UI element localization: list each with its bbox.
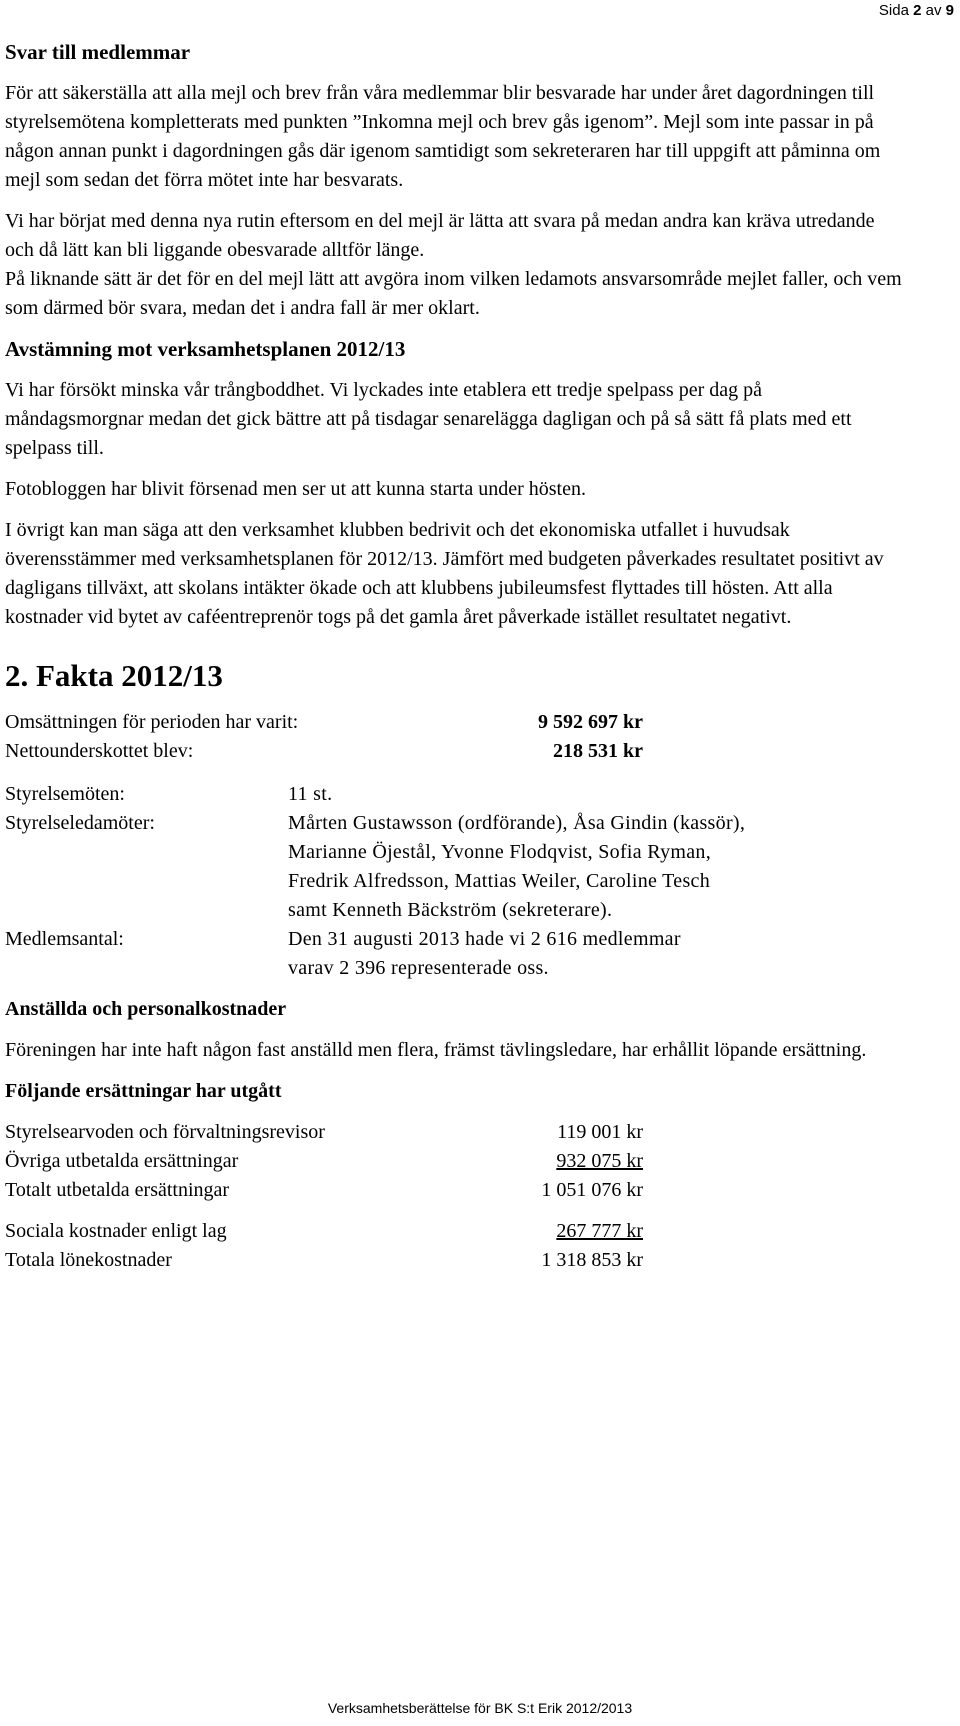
paragraph: På liknande sätt är det för en del mejl lätt att avgöra inom vilken ledamots ansvarsområde mejlet faller, och vem som därmed bör svara, medan det i andra fall är mer oklart.: [5, 268, 902, 319]
paragraph: För att säkerställa att alla mejl och brev från våra medlemmar blir besvarade har under året dagordningen till styrelsemötena kompletterats med punkten ”Inkomna mejl och brev gås igenom”. Mejl som inte passar in på någon annan punkt i dagordningen gås där igenom samtidigt som sekreteraren har till uppgift att påminna om mejl som sedan det förra mötet inte har besvarats.: [5, 82, 881, 191]
document-body: [5, 38, 905, 1275]
page-footer: Verksamhetsberättelse för BK S:t Erik 2012/2013: [327, 1700, 633, 1716]
section-heading-anstallda: Anställda och personalkostnader: [5, 998, 287, 1020]
amount-row-total: Totalt utbetalda ersättningar 1 051 076 kr: [5, 1179, 643, 1201]
section-heading-avstamning: Avstämning mot verksamhetsplanen 2012/13: [5, 337, 406, 361]
fact-row-medlemsantal: Medlemsantal: Den 31 augusti 2013 hade vi 2 616 medlemmar varav 2 396 representerade oss.: [5, 928, 681, 979]
fact-row-styrelsemoten: Styrelsemöten: 11 st.: [5, 783, 333, 805]
section-heading-ersattningar: Följande ersättningar har utgått: [5, 1080, 282, 1102]
paragraph: Vi har börjat med denna nya rutin eftersom en del mejl är lätta att svara på medan andra kan kräva utredande och då lätt kan bli liggande obesvarade alltför länge.: [5, 210, 875, 261]
paragraph: Fotobloggen har blivit försenad men ser ut att kunna starta under hösten.: [5, 478, 586, 500]
amount-row: Styrelsearvoden och förvaltningsrevisor 119 001 kr: [5, 1121, 643, 1143]
paragraph: I övrigt kan man säga att den verksamhet klubben bedrivit och det ekonomiska utfallet i huvudsak överensstämmer med verksamhetsplanen för 2012/13. Jämfört med budgeten påverkades resultatet positivt av dagligans tillväxt, att skolans intäkter ökade och att klubbens jubileumsfest flyttades till hösten. Att alla kostnader vid bytet av caféentreprenör togs på det gamla året påverkade istället resultatet negativt.: [5, 519, 884, 628]
paragraph: Föreningen har inte haft någon fast anställd men flera, främst tävlingsledare, har erhållit löpande ersättning.: [5, 1039, 867, 1061]
section-heading-svar: Svar till medlemmar: [5, 40, 191, 64]
amount-row-total: Totala lönekostnader 1 318 853 kr: [5, 1249, 643, 1271]
fact-row-omsattning: Omsättningen för perioden har varit: 9 592 697 kr: [5, 711, 643, 733]
page-number: Sida 2 av 9: [878, 2, 954, 19]
amount-row: Övriga utbetalda ersättningar 932 075 kr: [5, 1150, 643, 1172]
fact-row-styrelseledamoter: Styrelseledamöter: Mårten Gustawsson (ordförande), Åsa Gindin (kassör), Marianne Öjestål, Yvonne Flodqvist, Sofia Ryman, Fredrik Alfredsson, Mattias Weiler, Caroline Tesch samt Kenneth Bäckström (sekreterare).: [5, 812, 746, 921]
fact-row-netto: Nettounderskottet blev: 218 531 kr: [5, 740, 643, 762]
chapter-heading-fakta: 2. Fakta 2012/13: [5, 658, 223, 693]
paragraph: Vi har försökt minska vår trångboddhet. Vi lyckades inte etablera ett tredje spelpass per dag på måndagsmorgnar medan det gick bättre att på tisdagar senarelägga dagligan och på så sätt få plats med ett spelpass till.: [5, 379, 852, 459]
amount-row: Sociala kostnader enligt lag 267 777 kr: [5, 1220, 643, 1242]
